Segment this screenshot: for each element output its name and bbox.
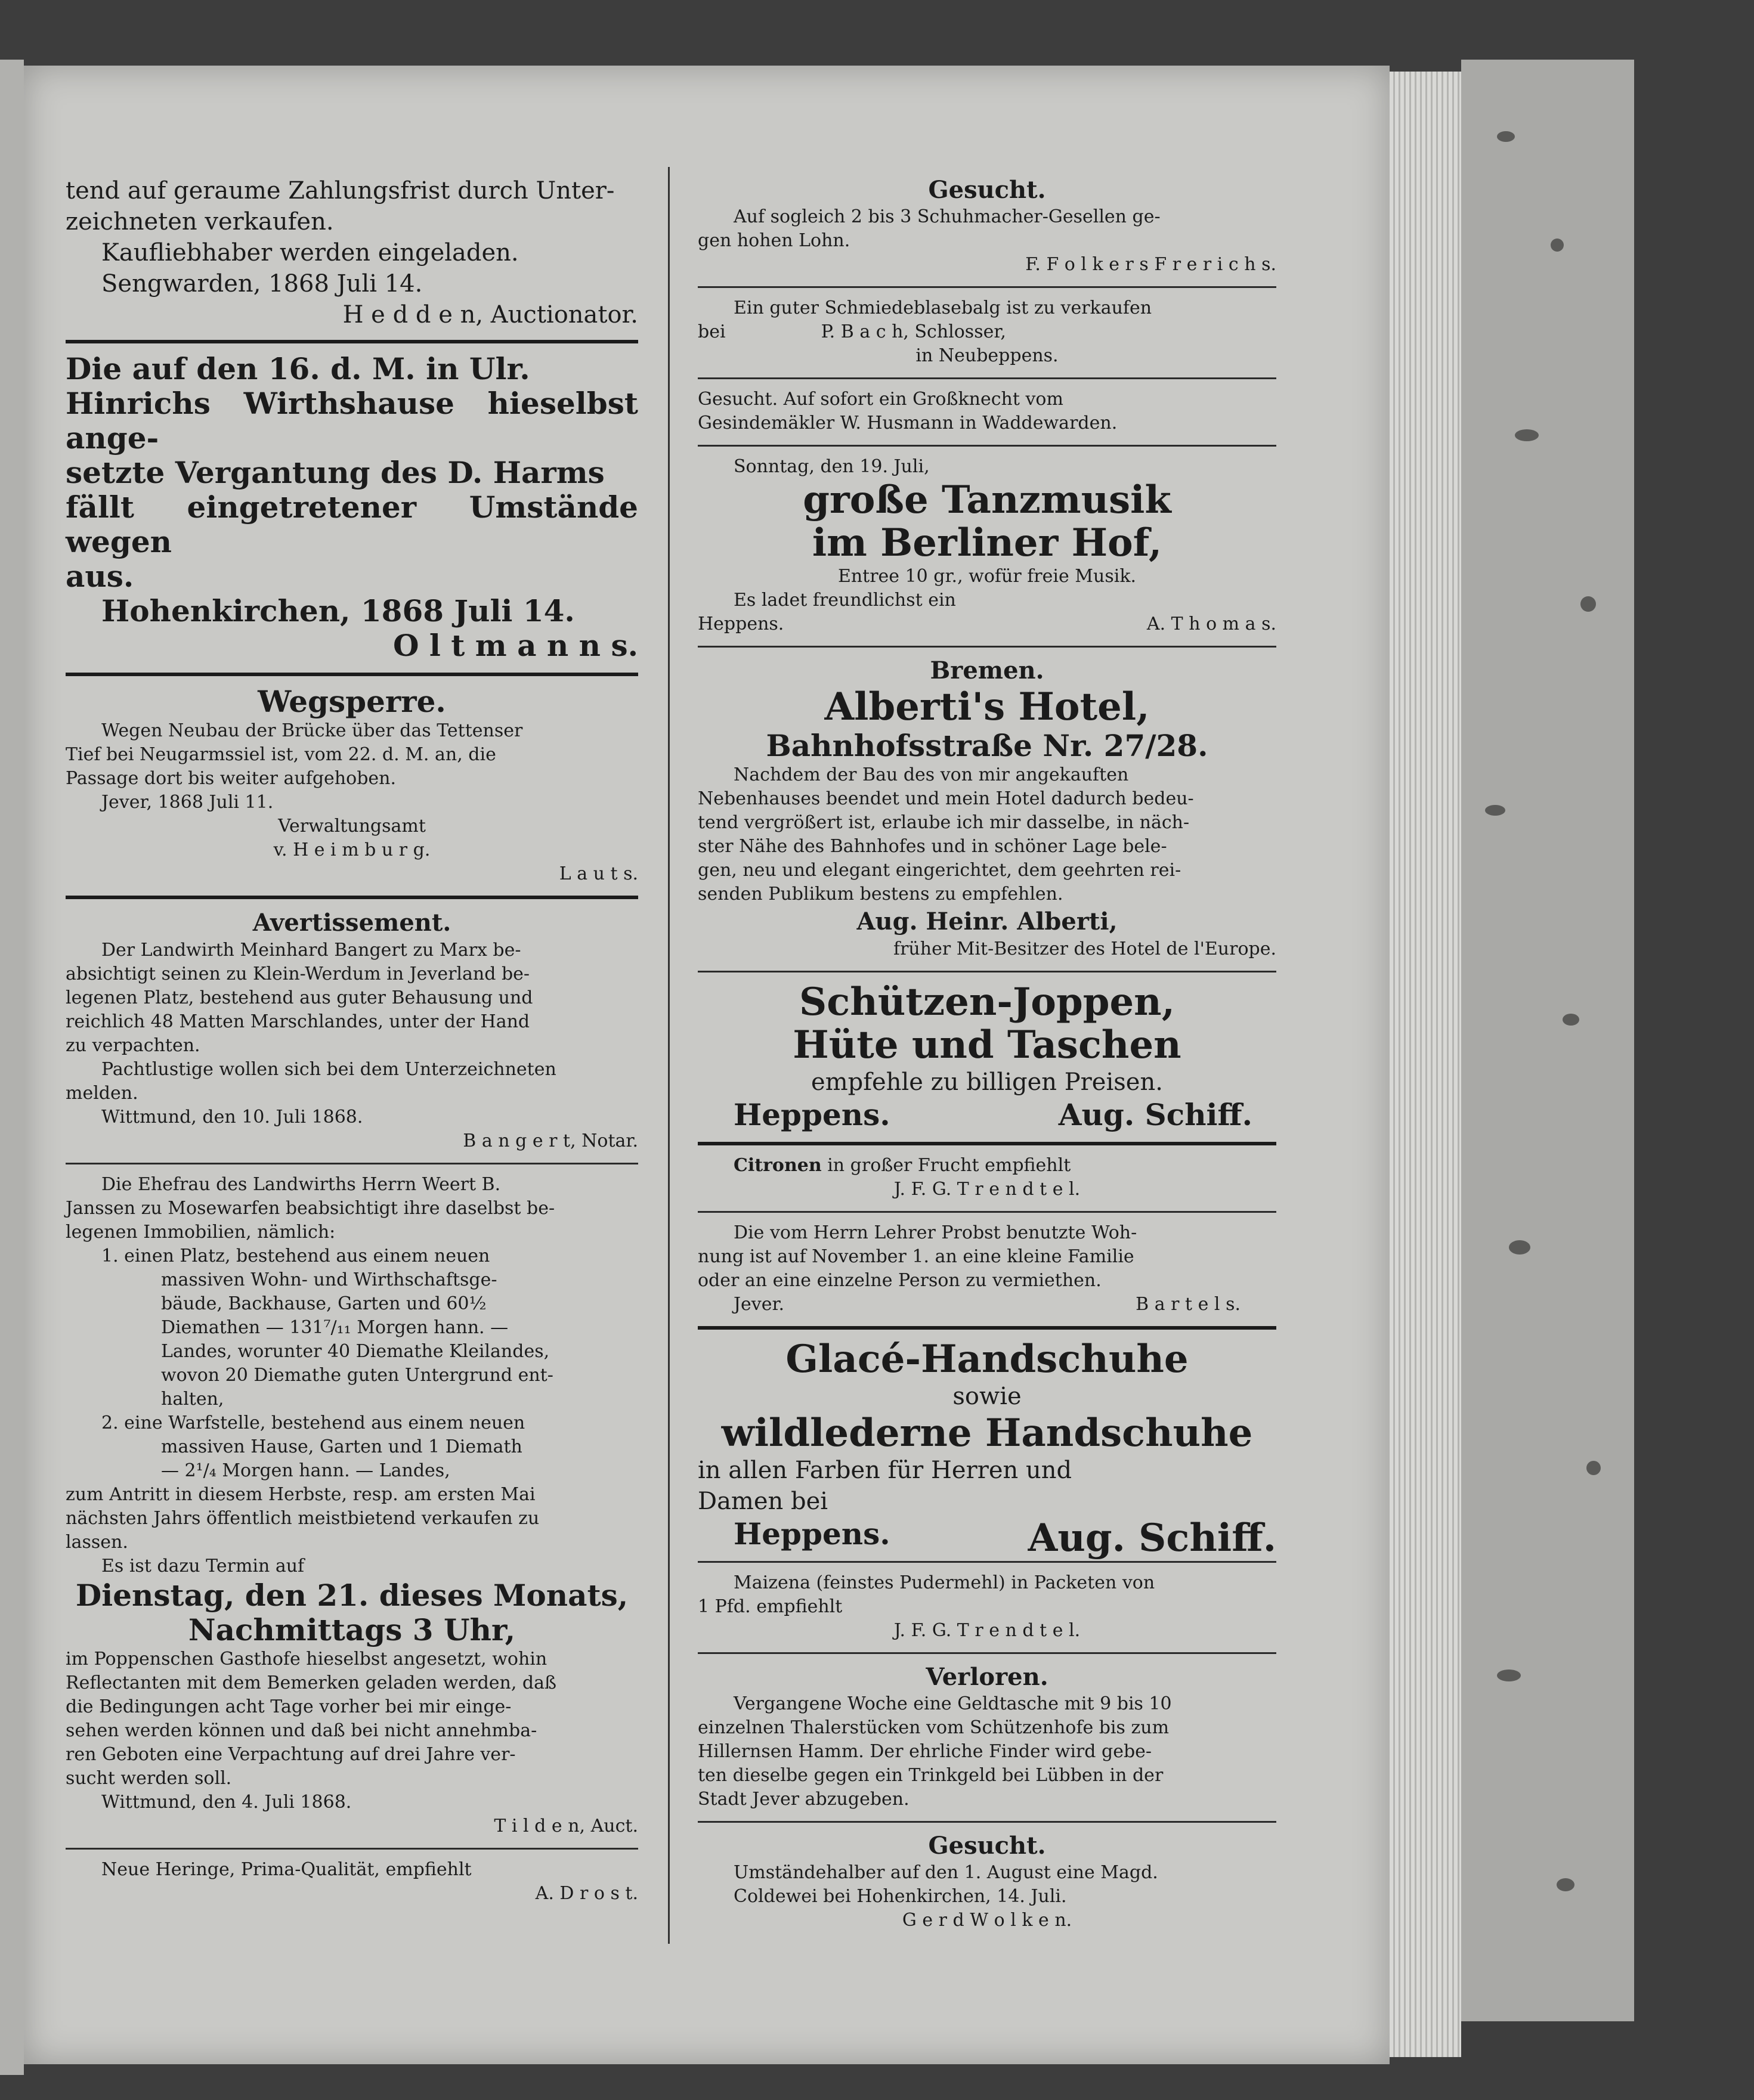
ad-separator	[698, 1821, 1276, 1823]
ad-separator	[698, 971, 1276, 972]
text-line: absichtigt seinen zu Klein-Werdum in Jeverland be-	[66, 964, 530, 984]
text-line: sehen werden können und daß bei nicht annehmba-	[66, 1720, 537, 1741]
text-line: Vergangene Woche eine Geldtasche mit 9 bis 10	[734, 1693, 1172, 1714]
text-line: nung ist auf November 1. an eine kleine Familie	[698, 1246, 1134, 1267]
signature: A. T h o m a s.	[1146, 614, 1276, 634]
text-line: ren Geboten eine Verpachtung auf drei Jahre ver-	[66, 1744, 516, 1765]
ad-title: im Berliner Hof,	[812, 521, 1162, 565]
ad-separator	[698, 1326, 1276, 1330]
ad-separator	[698, 377, 1276, 379]
page-edge	[1390, 72, 1461, 2057]
ad-separator	[66, 896, 638, 899]
text-line: Neue Heringe, Prima-Qualität, empfiehlt	[101, 1859, 472, 1880]
text-line: Es ladet freundlichst ein	[734, 590, 956, 611]
signature: Aug. Heinr. Alberti,	[856, 907, 1118, 936]
text-line: Hinrichs Wirthshause hieselbst ange-	[66, 386, 638, 456]
signature: J. F. G. T r e n d t e l.	[893, 1179, 1081, 1200]
lease-notice-bangert	[66, 905, 638, 1157]
auction-time: Nachmittags 3 Uhr,	[188, 1612, 516, 1647]
ad-separator	[698, 286, 1276, 288]
text-line: lassen.	[66, 1532, 128, 1553]
ad-title: Gesucht.	[928, 176, 1046, 204]
text-line: setzte Vergantung des D. Harms	[66, 455, 605, 490]
signature: B a r t e l s.	[1136, 1294, 1241, 1315]
ad-separator	[698, 445, 1276, 447]
place: Jever.	[734, 1294, 785, 1315]
text-line: Damen bei	[698, 1488, 828, 1515]
list-item: bäude, Backhause, Garten und 60½	[161, 1293, 487, 1314]
ad-title: Hüte und Taschen	[793, 1023, 1181, 1067]
text-line: ster Nähe des Bahnhofes und in schöner Lage bele-	[698, 836, 1167, 857]
place-date: Jever, 1868 Juli 11.	[101, 792, 274, 813]
signature: O l t m a n n s.	[392, 628, 638, 663]
place: Heppens.	[734, 1097, 890, 1132]
wanted-farmhand	[698, 385, 1276, 439]
bellows-for-sale	[698, 294, 1276, 371]
signature: F. F o l k e r s F r e r i c h s.	[1025, 254, 1276, 275]
text-line: im Poppenschen Gasthofe hieselbst angesetzt, wohin	[66, 1649, 547, 1670]
event-date: Sonntag, den 19. Juli,	[734, 456, 930, 477]
countersignature: L a u t s.	[559, 863, 638, 884]
text-line: fällt eingetretener Umstände wegen	[66, 490, 638, 559]
list-item: — 2¹/₄ Morgen hann. — Landes,	[161, 1460, 450, 1481]
maizena-ad	[698, 1569, 1276, 1646]
text-line: nächsten Jahrs öffentlich meistbietend verkaufen zu	[66, 1508, 540, 1529]
text-line: zu verpachten.	[66, 1035, 200, 1056]
text-line: Umständehalber auf den 1. August eine Magd.	[734, 1862, 1158, 1883]
text-line: 1 Pfd. empfiehlt	[698, 1596, 843, 1617]
signature: B a n g e r t, Notar.	[463, 1130, 638, 1151]
ad-separator	[698, 646, 1276, 648]
previous-page-strip	[0, 60, 24, 2075]
place-date: Wittmund, den 10. Juli 1868.	[101, 1107, 363, 1128]
ad-separator	[66, 340, 638, 343]
place-date: Hohenkirchen, 1868 Juli 14.	[101, 593, 575, 628]
column-divider	[668, 167, 670, 1944]
text-line: Hillernsen Hamm. Der ehrliche Finder wird gebe-	[698, 1741, 1152, 1762]
text-line: Auf sogleich 2 bis 3 Schuhmacher-Gesellen ge-	[734, 206, 1161, 227]
text-line: Der Landwirth Meinhard Bangert zu Marx be-	[101, 940, 521, 961]
text-line: in großer Frucht empfiehlt	[827, 1155, 1071, 1176]
list-item: Diemathen — 131⁷/₁₁ Morgen hann. —	[161, 1317, 509, 1338]
list-item: halten,	[161, 1389, 224, 1410]
text-line: gen hohen Lohn.	[698, 230, 850, 251]
text-line: einzelnen Thalerstücken vom Schützenhofe bis zum	[698, 1717, 1170, 1738]
place: in Neubeppens.	[915, 345, 1059, 366]
ad-separator	[66, 1848, 638, 1850]
text-line: zeichneten verkaufen.	[66, 208, 334, 236]
text-line: Nachdem der Bau des von mir angekauften	[734, 764, 1129, 785]
list-item: massiven Wohn- und Wirthschaftsge-	[161, 1269, 497, 1290]
text-line: gen, neu und elegant eingerichtet, dem geehrten rei-	[698, 860, 1181, 881]
dance-music-ad	[698, 453, 1276, 640]
list-item: wovon 20 Diemathe guten Untergrund ent-	[161, 1365, 553, 1386]
place: Heppens.	[698, 614, 784, 634]
ad-separator	[698, 1652, 1276, 1654]
ad-separator	[698, 1561, 1276, 1563]
text-line: Die Ehefrau des Landwirths Herrn Weert B.	[101, 1174, 501, 1195]
ad-separator	[698, 1211, 1276, 1213]
list-item: Landes, worunter 40 Diemathe Kleilandes,	[161, 1341, 550, 1362]
text-line: Maizena (feinstes Pudermehl) in Packeten von	[734, 1572, 1155, 1593]
ad-title: große Tanzmusik	[803, 478, 1171, 522]
text-line: empfehle zu billigen Preisen.	[811, 1068, 1163, 1096]
ad-separator	[698, 1142, 1276, 1145]
signature: Aug. Schiff.	[1058, 1097, 1252, 1132]
gloves-ad	[698, 1336, 1276, 1560]
text-line: früher Mit-Besitzer des Hotel de l'Europe.	[893, 939, 1276, 959]
text-line: bei	[698, 321, 726, 342]
text-line: Janssen zu Mosewarfen beabsichtigt ihre daselbst be-	[66, 1198, 555, 1219]
text-line: Gesucht. Auf sofort ein Großknecht vom	[698, 389, 1063, 410]
signature: J. F. G. T r e n d t e l.	[893, 1620, 1081, 1641]
ad-title: Gesucht.	[928, 1832, 1046, 1860]
apartment-for-rent	[698, 1219, 1276, 1320]
signature: Aug. Schiff.	[1028, 1516, 1276, 1560]
signature: G e r d W o l k e n.	[902, 1910, 1072, 1931]
schiff-jackets-ad	[698, 978, 1276, 1136]
text-line: legenen Platz, bestehend aus guter Behausung und	[66, 987, 533, 1008]
signature: P. B a c h, Schlosser,	[821, 321, 1006, 342]
text-line: Reflectanten mit dem Bemerken geladen werden, daß	[66, 1672, 557, 1693]
text-line: tend vergrößert ist, erlaube ich mir dasselbe, in näch-	[698, 812, 1190, 833]
place-date: Coldewei bei Hohenkirchen, 14. Juli.	[734, 1886, 1067, 1907]
text-line: tend auf geraume Zahlungsfrist durch Unter-	[66, 177, 615, 205]
cancellation-notice-hohenkirchen	[66, 349, 638, 667]
list-item: 1. einen Platz, bestehend aus einem neuen	[101, 1246, 490, 1266]
ad-title: Verloren.	[926, 1663, 1048, 1691]
auction-notice-sengwarden	[66, 173, 638, 334]
signature: v. H e i m b u r g.	[273, 840, 431, 860]
ad-title: Avertissement.	[252, 909, 451, 937]
auction-date: Dienstag, den 21. dieses Monats,	[75, 1578, 629, 1613]
lemons-ad	[698, 1151, 1276, 1205]
herring-ad	[66, 1856, 638, 1909]
text-line: Die auf den 16. d. M. in Ulr.	[66, 351, 530, 386]
left-column	[66, 173, 638, 1909]
text-line: aus.	[66, 559, 134, 594]
book-cover	[1461, 60, 1634, 2021]
text-line: Ein guter Schmiedeblasebalg ist zu verkaufen	[734, 298, 1152, 318]
text-line: Tief bei Neugarmssiel ist, vom 22. d. M. an, die	[66, 744, 496, 765]
signature: H e d d e n, Auctionator.	[342, 301, 638, 329]
list-item: 2. eine Warfstelle, bestehend aus einem neuen	[101, 1413, 525, 1433]
signature: A. D r o s t.	[535, 1883, 638, 1904]
text-line: Die vom Herrn Lehrer Probst benutzte Woh-	[734, 1222, 1137, 1243]
text-line: Pachtlustige wollen sich bei dem Unterzeichneten	[101, 1059, 556, 1080]
text-line: die Bedingungen acht Tage vorher bei mir einge-	[66, 1696, 512, 1717]
text-line: legenen Immobilien, nämlich:	[66, 1222, 336, 1243]
place-date: Sengwarden, 1868 Juli 14.	[101, 270, 423, 298]
text-line: in allen Farben für Herren und	[698, 1457, 1072, 1484]
alberti-hotel-ad	[698, 653, 1276, 965]
ad-title: Glacé-Handschuhe	[785, 1337, 1189, 1382]
city: Bremen.	[930, 656, 1044, 684]
text-line: Gesindemäkler W. Husmann in Waddewarden.	[698, 413, 1118, 433]
property-sale-notice-janssen	[66, 1170, 638, 1842]
text-line: melden.	[66, 1083, 138, 1104]
place: Heppens.	[734, 1516, 890, 1551]
office-name: Verwaltungsamt	[278, 816, 426, 837]
ad-separator	[66, 673, 638, 676]
text-line: Wegen Neubau der Brücke über das Tettenser	[101, 720, 523, 741]
text-line: sowie	[952, 1383, 1022, 1410]
address: Bahnhofsstraße Nr. 27/28.	[766, 728, 1208, 763]
text-line: Passage dort bis weiter aufgehoben.	[66, 768, 397, 789]
text-line: Nebenhauses beendet und mein Hotel dadurch bedeu-	[698, 788, 1194, 809]
ad-title: Schützen-Joppen,	[799, 980, 1175, 1024]
text-line: zum Antritt in diesem Herbste, resp. am ersten Mai	[66, 1484, 536, 1505]
entry-fee: Entree 10 gr., wofür freie Musik.	[837, 566, 1137, 587]
text-line: Es ist dazu Termin auf	[101, 1556, 305, 1576]
place-date: Wittmund, den 4. Juli 1868.	[101, 1792, 352, 1813]
text-line: reichlich 48 Matten Marschlandes, unter der Hand	[66, 1011, 530, 1032]
road-closure-notice	[66, 682, 638, 890]
ad-title: Wegsperre.	[258, 684, 446, 719]
text-line: sucht werden soll.	[66, 1768, 232, 1789]
wanted-shoemakers	[698, 173, 1276, 280]
product-name: Citronen	[734, 1155, 822, 1176]
ad-separator	[66, 1163, 638, 1164]
ad-title: wildlederne Handschuhe	[721, 1411, 1253, 1455]
signature: T i l d e n, Auct.	[494, 1816, 638, 1836]
text-line: senden Publikum bestens zu empfehlen.	[698, 884, 1063, 905]
text-line: Kaufliebhaber werden eingeladen.	[101, 239, 519, 267]
text-line: Stadt Jever abzugeben.	[698, 1789, 910, 1810]
right-column	[698, 173, 1276, 1936]
wanted-maid	[698, 1829, 1276, 1936]
ad-title: Alberti's Hotel,	[824, 684, 1150, 729]
text-line: oder an eine einzelne Person zu vermiethen.	[698, 1270, 1102, 1291]
lost-purse-ad	[698, 1660, 1276, 1815]
text-line: ten dieselbe gegen ein Trinkgeld bei Lübben in der	[698, 1765, 1164, 1786]
list-item: massiven Hause, Garten und 1 Diemath	[161, 1436, 522, 1457]
